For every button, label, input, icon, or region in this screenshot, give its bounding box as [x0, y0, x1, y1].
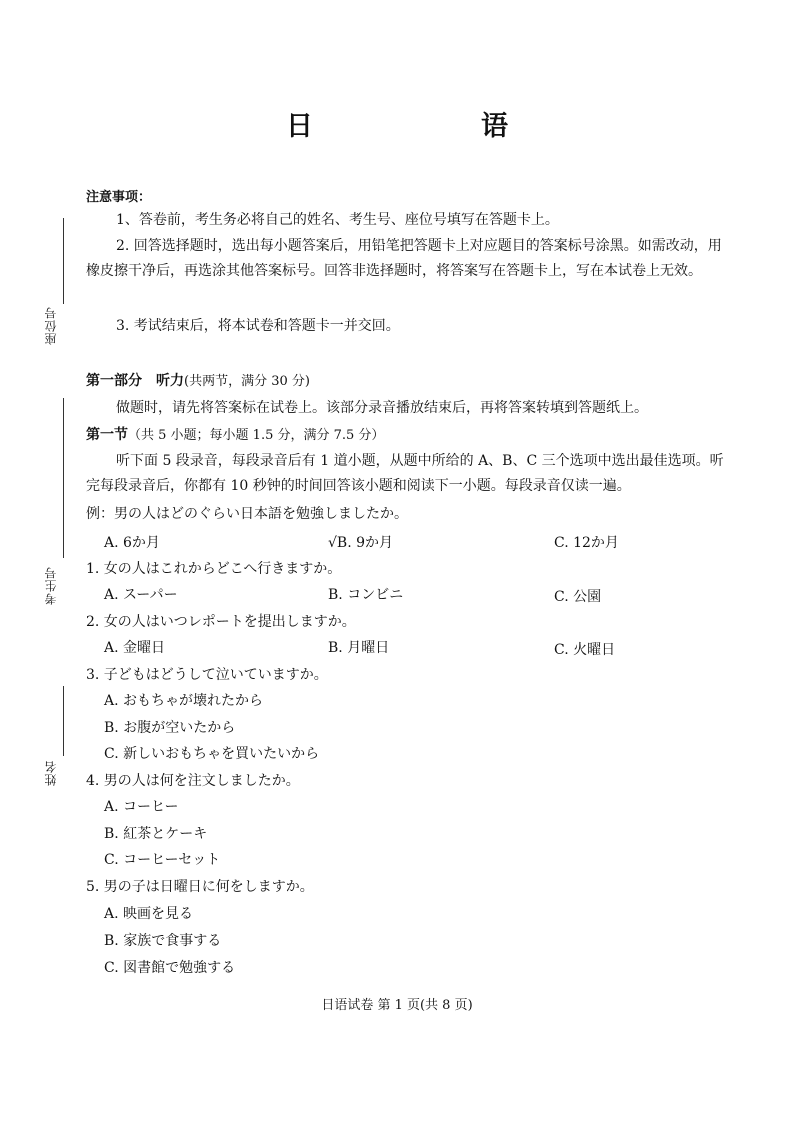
- name-label: 姓名: [44, 760, 58, 786]
- question-1-option-a: A. スーパー: [104, 587, 178, 603]
- question-3-option-a: A. おもちゃが壊れたから: [104, 693, 264, 709]
- question-5: 5. 男の子は日曜日に何をしますか。: [86, 879, 314, 895]
- question-5-option-a: A. 映画を見る: [104, 906, 194, 922]
- notice-item-2: 2. 回答选择题时，选出每小题答案后，用铅笔把答题卡上对应题目的答案标号涂黑。如需改动，用橡皮擦干净后，再选涂其他答案标号。回答非选择题时，将答案写在答题卡上，写在本试卷上无效。: [86, 238, 722, 279]
- name-line: [63, 686, 64, 756]
- exam-no-label: 考生号: [44, 566, 58, 605]
- question-2: 2. 女の人はいつレポートを提出しますか。: [86, 614, 356, 630]
- question-5-option-b: B. 家族で食事する: [104, 933, 222, 949]
- section1-heading-row: [86, 424, 384, 444]
- section1-heading-note: （共 5 小题；每小题 1.5 分，满分 7.5 分）: [128, 428, 385, 443]
- question-1: 1. 女の人はこれからどこへ行きますか。: [86, 561, 342, 577]
- page-footer: 日语试卷 第 1 页(共 8 页): [321, 998, 473, 1013]
- question-2-option-c: C. 火曜日: [554, 642, 616, 658]
- question-1-option-b: B. コンビニ: [328, 587, 404, 603]
- notice-item-1: 1、答卷前，考生务必将自己的姓名、考生号、座位号填写在答题卡上。: [116, 212, 559, 228]
- question-3-option-c: C. 新しいおもちゃを買いたいから: [104, 746, 320, 762]
- section1-heading: 第一节: [86, 427, 128, 443]
- exam-no-line: [63, 398, 64, 558]
- part1-heading-note: (共两节，满分 30 分): [184, 374, 310, 389]
- part1-heading-row: [86, 370, 310, 390]
- question-2-option-a: A. 金曜日: [104, 640, 166, 656]
- question-1-option-c: C. 公園: [554, 589, 602, 605]
- notice-item-3: 3. 考试结束后，将本试卷和答题卡一并交回。: [116, 318, 400, 334]
- question-3-option-b: B. お腹が空いたから: [104, 720, 236, 736]
- notice-heading: 注意事项：: [86, 190, 152, 205]
- question-4-option-c: C. コーヒーセット: [104, 852, 221, 868]
- question-4: 4. 男の人は何を注文しましたか。: [86, 773, 300, 789]
- example-option-a: A. 6か月: [104, 535, 160, 551]
- page-title: 日 语: [286, 111, 546, 142]
- question-4-option-b: B. 紅茶とケーキ: [104, 826, 208, 842]
- question-4-option-a: A. コーヒー: [104, 799, 179, 815]
- example-question: 例：男の人はどのぐらい日本語を勉強しましたか。: [86, 506, 408, 522]
- question-5-option-c: C. 図書館で勉強する: [104, 960, 236, 976]
- seat-line: [63, 218, 64, 304]
- seat-label: 座位号: [44, 306, 58, 345]
- example-option-c: C. 12か月: [554, 535, 619, 551]
- example-option-b: √B. 9か月: [328, 535, 394, 551]
- question-2-option-b: B. 月曜日: [328, 640, 390, 656]
- section1-instruction: 听下面 5 段录音，每段录音后有 1 道小题，从题中所给的 A、B、C 三个选项中选出最佳选项。听完每段录音后，你都有 10 秒钟的时间回答该小题和阅读下一小题。每段录音仅读一遍。: [86, 453, 724, 494]
- question-3: 3. 子どもはどうして泣いていますか。: [86, 667, 328, 683]
- part1-heading: 第一部分 听力: [86, 373, 184, 389]
- part1-instruction: 做题时，请先将答案标在试卷上。该部分录音播放结束后，再将答案转填到答题纸上。: [116, 400, 648, 416]
